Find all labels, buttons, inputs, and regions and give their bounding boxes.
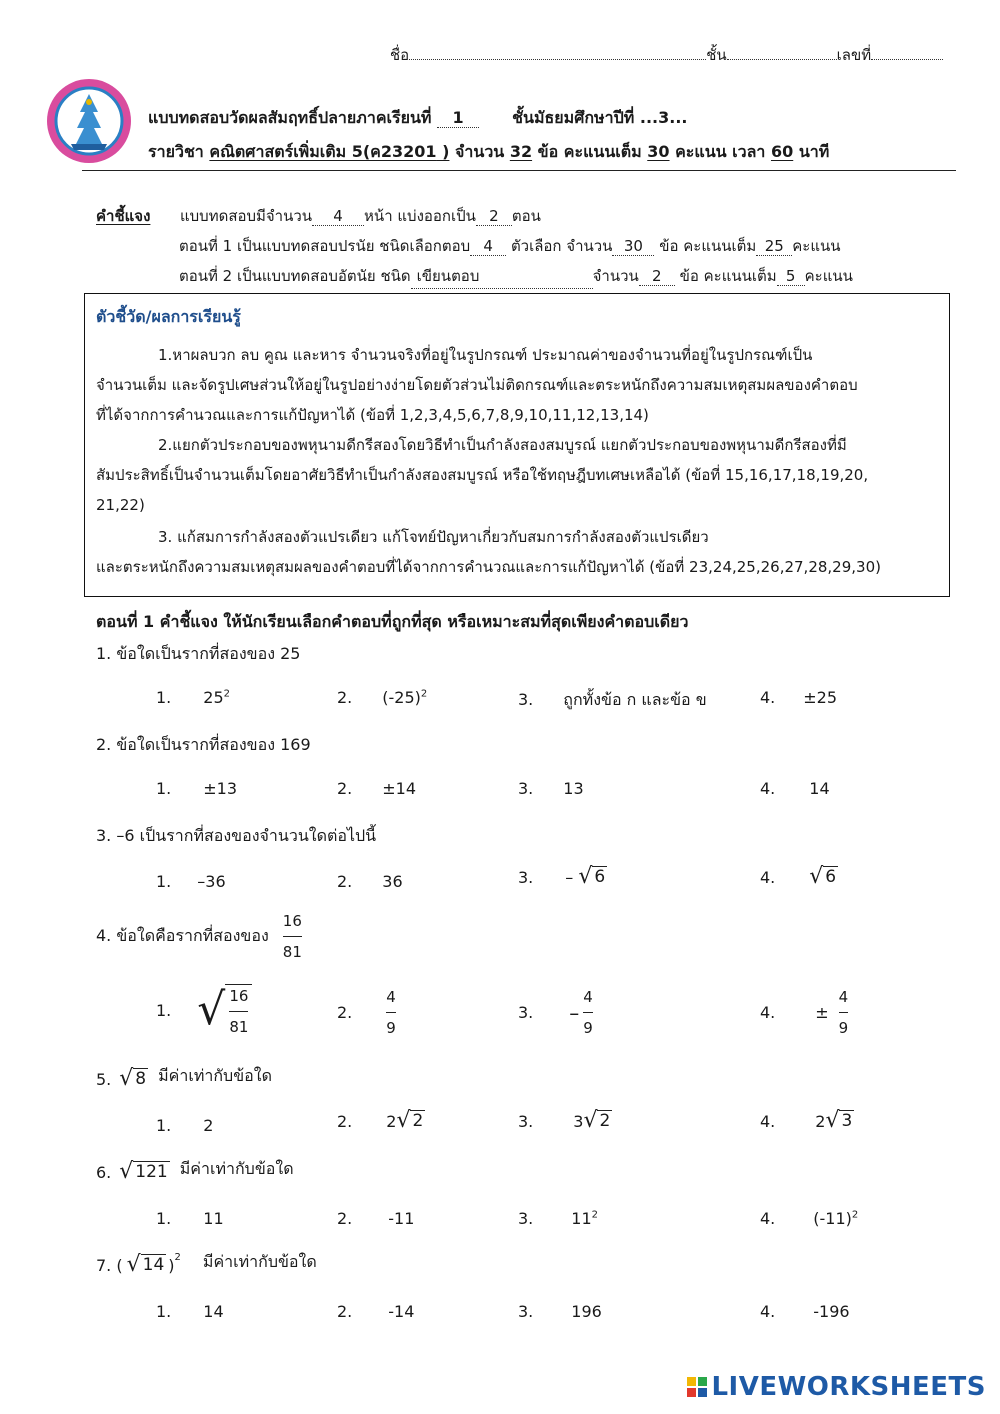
question-7: 7. ( √ 14 ) 2 มีค่าเท่ากับข้อใด — [96, 1252, 317, 1277]
title-prefix: แบบทดสอบวัดผลสัมฤทธิ์ปลายภาคเรียนที่ — [148, 108, 432, 127]
part2-type-value: เขียนตอบ — [411, 264, 593, 289]
question-5: 5. √ 8 มีค่าเท่ากับข้อใด — [96, 1066, 272, 1091]
q2-option-1[interactable]: 1. ±13 — [156, 779, 238, 798]
grade-value: ...3... — [639, 108, 688, 127]
fraction: $\frac{4}{9}$ — [386, 988, 396, 1037]
instructions-text: ตัวเลือก จำนวน — [510, 237, 613, 255]
minutes-label: นาที — [798, 142, 830, 161]
instructions-text: ตอนที่ 2 เป็นแบบทดสอบอัตนัย ชนิด — [179, 267, 411, 285]
q1-option-3[interactable]: 3. ถูกทั้งข้อ ก และข้อ ข — [518, 690, 707, 709]
class-field[interactable] — [727, 59, 837, 60]
indicator-line: ที่ได้จากการคำนวณและการแก้ปัญหาได้ (ข้อที่ 1,2,3,4,5,6,7,8,9,10,11,12,13,14) — [96, 406, 649, 424]
pages-value: 4 — [312, 207, 364, 226]
part2-score-value: 5 — [777, 267, 805, 286]
instructions-line-3 — [179, 264, 853, 289]
sqrt-expression: √ 121 — [119, 1159, 168, 1184]
indicator-line: 1.หาผลบวก ลบ คูณ และหาร จำนวนจริงที่อยู่ในรูปกรณฑ์ ประมาณค่าของจำนวนที่อยู่ในรูปกรณฑ์เป็น — [158, 346, 813, 364]
sqrt-expression: √ 2 — [396, 1108, 424, 1133]
term-value: 1 — [437, 108, 479, 128]
q3-option-2[interactable]: 2. 36 — [337, 872, 403, 891]
liveworksheets-logo — [687, 1372, 986, 1402]
q4-option-3[interactable]: 3. – $\frac{4}{9}$ — [518, 988, 593, 1037]
indicator-line: จำนวนเต็ม และจัดรูปเศษส่วนให้อยู่ในรูปอย่างง่ายโดยตัวส่วนไม่ติดกรณฑ์และตระหนักถึงความสมเหตุสมผลของคำตอบ — [96, 376, 858, 394]
time-value: 60 — [770, 142, 794, 161]
name-field[interactable] — [409, 59, 706, 60]
q2-option-4[interactable]: 4. 14 — [760, 779, 830, 798]
full-score-value: 30 — [647, 142, 670, 161]
instructions-text: ตอนที่ 1 เป็นแบบทดสอบปรนัย ชนิดเลือกตอบ — [179, 237, 471, 255]
q3-option-4[interactable]: 4. √ 6 — [760, 864, 837, 889]
q5-option-3[interactable]: 3. 3 √ 2 — [518, 1108, 611, 1133]
header-subject-line — [148, 140, 829, 165]
sqrt-expression: √ 14 — [126, 1252, 165, 1277]
part2-count-value: 2 — [639, 267, 675, 286]
instructions-text: แบบทดสอบมีจำนวน — [179, 207, 313, 225]
q6-option-4[interactable]: 4. $(-11)^2$ — [760, 1209, 859, 1228]
question-6: 6. √ 121 มีค่าเท่ากับข้อใด — [96, 1159, 294, 1184]
q6-option-2[interactable]: 2. -11 — [337, 1209, 415, 1228]
q4-option-2[interactable]: 2. $\frac{4}{9}$ — [337, 988, 396, 1037]
header-title-line — [148, 106, 687, 131]
instructions-label: คำชี้แจง — [96, 207, 151, 225]
indicator-line: 3. แก้สมการกำลังสองตัวแปรเดียว แก้โจทย์ปัญหาเกี่ยวกับสมการกำลังสองตัวแปรเดียว — [158, 528, 709, 546]
part1-score-value: 25 — [756, 237, 792, 256]
sqrt-expression: √ 3 — [825, 1108, 853, 1133]
parts-value: 2 — [476, 207, 512, 226]
brand-text: LIVEWORKSHEETS — [711, 1372, 986, 1402]
instructions-line-2 — [179, 234, 841, 258]
fraction: $\frac{4}{9}$ — [838, 988, 849, 1037]
q5-option-1[interactable]: 1. 2 — [156, 1116, 214, 1135]
sqrt-expression: √ 8 — [119, 1066, 147, 1091]
q4-option-1[interactable]: 1. √ $\frac{16}{81}$ — [156, 982, 252, 1038]
instructions-text: คะแนน — [792, 237, 841, 255]
sqrt-expression: √ 6 — [578, 864, 606, 889]
school-logo — [46, 78, 132, 164]
part1-count-value: 30 — [612, 237, 654, 256]
q2-option-2[interactable]: 2. ±14 — [337, 779, 417, 798]
indicators-title: ตัวชี้วัด/ผลการเรียนรู้ — [96, 307, 241, 326]
q1-option-1[interactable]: 1. $25^2$ — [156, 688, 230, 707]
question-1: 1. ข้อใดเป็นรากที่สองของ 25 — [96, 644, 301, 663]
choices-value: 4 — [470, 237, 506, 256]
question-2: 2. ข้อใดเป็นรากที่สองของ 169 — [96, 735, 311, 754]
indicator-line: และตระหนักถึงความสมเหตุสมผลของคำตอบที่ได้จากการคำนวณและการแก้ปัญหาได้ (ข้อที่ 23,24,25,26,27,28,29,30) — [96, 558, 881, 576]
grade-prefix: ชั้นมัธยมศึกษาปีที่ — [512, 108, 635, 127]
class-label: ชั้น — [706, 46, 727, 64]
indicator-line: สัมประสิทธิ์เป็นจำนวนเต็มโดยอาศัยวิธีทำเป็นกำลังสองสมบูรณ์ หรือใช้ทฤษฎีบทเศษเหลือได้ (ข้อที่ 15,16,17,18,19,20, — [96, 466, 869, 484]
q4-option-4[interactable]: 4. ± $\frac{4}{9}$ — [760, 988, 849, 1037]
q7-option-4[interactable]: 4. -196 — [760, 1302, 850, 1321]
fraction: $\frac{4}{9}$ — [583, 988, 593, 1037]
question-3: 3. –6 เป็นรากที่สองของจำนวนใดต่อไปนี้ — [96, 826, 377, 845]
fraction: $\frac{16}{81}$ — [225, 984, 252, 1036]
header-divider — [82, 170, 956, 171]
instructions-text: คะแนน — [804, 267, 853, 285]
q2-option-3[interactable]: 3. 13 — [518, 779, 584, 798]
q7-option-2[interactable]: 2. -14 — [337, 1302, 415, 1321]
score-label: คะแนน เวลา — [675, 142, 766, 161]
student-info-line — [390, 43, 950, 67]
items-label: ข้อ คะแนนเต็ม — [537, 142, 642, 161]
question-4: 4. ข้อใดคือรากที่สองของ $\frac{16}{81}$ — [96, 912, 302, 961]
q3-option-1[interactable]: 1. –36 — [156, 872, 226, 891]
q1-option-4[interactable]: 4. ±25 — [760, 688, 838, 707]
q5-option-4[interactable]: 4. 2 √ 3 — [760, 1108, 853, 1133]
name-label: ชื่อ — [390, 46, 410, 64]
instructions-text: ตอน — [511, 207, 541, 225]
q6-option-3[interactable]: 3. $11^2$ — [518, 1209, 598, 1228]
q3-option-3[interactable]: 3. – √ 6 — [518, 864, 606, 889]
number-field[interactable] — [871, 59, 943, 60]
q7-option-1[interactable]: 1. 14 — [156, 1302, 224, 1321]
count-value: 32 — [509, 142, 533, 161]
sqrt-expression: √ 6 — [809, 864, 837, 889]
instructions-text: จำนวน — [592, 267, 639, 285]
instructions-line-1 — [96, 204, 541, 228]
part1-heading: ตอนที่ 1 คำชี้แจง ให้นักเรียนเลือกคำตอบที่ถูกที่สุด หรือเหมาะสมที่สุดเพียงคำตอบเดียว — [96, 612, 689, 631]
subject-value: คณิตศาสตร์เพิ่มเติม 5(ค23201 ) — [209, 142, 450, 161]
instructions-text: หน้า แบ่งออกเป็น — [364, 207, 476, 225]
q7-option-3[interactable]: 3. 196 — [518, 1302, 602, 1321]
instructions-text: ข้อ คะแนนเต็ม — [659, 237, 757, 255]
subject-prefix: รายวิชา — [148, 142, 204, 161]
fraction: $\frac{16}{81}$ — [282, 912, 302, 961]
indicator-line: 2.แยกตัวประกอบของพหุนามดีกรีสองโดยวิธีทำเป็นกำลังสองสมบูรณ์ แยกตัวประกอบของพหุนามดีกรีสองที่มี — [158, 436, 847, 454]
q5-option-2[interactable]: 2. 2 √ 2 — [337, 1108, 424, 1133]
q1-option-2[interactable]: 2. $(-25)^2$ — [337, 688, 428, 707]
number-label: เลขที่ — [836, 46, 872, 64]
indicator-line: 21,22) — [96, 496, 145, 514]
instructions-text: ข้อ คะแนนเต็ม — [679, 267, 777, 285]
count-label: จำนวน — [455, 142, 505, 161]
liveworksheets-blocks-icon — [687, 1377, 707, 1397]
sqrt-expression: √ 2 — [583, 1108, 611, 1133]
q6-option-1[interactable]: 1. 11 — [156, 1209, 224, 1228]
